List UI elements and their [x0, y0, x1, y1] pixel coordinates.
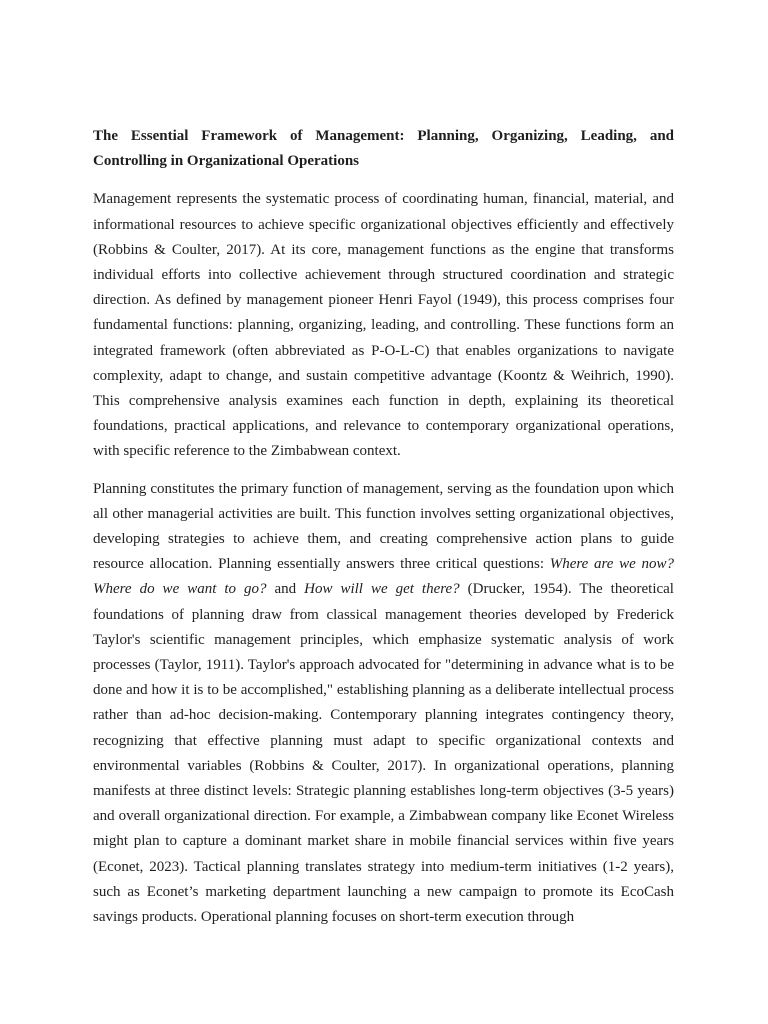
document-page: [93, 124, 674, 942]
document-title: The Essential Framework of Management: Planning, Organizing, Leading, and Controlling in Organizational Operations: [93, 128, 674, 170]
paragraph-planning-italic-questions: Where are we now? Where do we want to go?: [93, 556, 674, 598]
paragraph-planning: [93, 477, 674, 931]
paragraph-introduction: Management represents the systematic process of coordinating human, financial, material, and informational resources to achieve specific organizational objectives efficiently and effectively (Robbins & Coulter, 2017). At its core, management functions as the engine that transforms individual efforts into collective achievement through structured coordination and strategic direction. As defined by management pioneer Henri Fayol (1949), this process comprises four fundamental functions: planning, organizing, leading, and controlling. These functions form an integrated framework (often abbreviated as P-O-L-C) that enables organizations to navigate complexity, adapt to change, and sustain competitive advantage (Koontz & Weihrich, 1990). This comprehensive analysis examines each function in depth, explaining its theoretical foundations, practical applications, and relevance to contemporary organizational operations, with specific reference to the Zimbabwean context.: [93, 191, 674, 460]
paragraph-planning-italic-question-3: How will we get there?: [304, 581, 460, 598]
paragraph-planning-text-3: (Drucker, 1954). The theoretical foundations of planning draw from classical management theories developed by Frederick Taylor's scientific management principles, which emphasize systematic analysis of work processes (Taylor, 1911). Taylor's approach advocated for "determining in advance what is to be done and how it is to be accomplished," establishing planning as a deliberate intellectual process rather than ad-hoc decision-making. Contemporary planning integrates contingency theory, recognizing that effective planning must adapt to specific organizational contexts and environmental variables (Robbins & Coulter, 2017). In organizational operations, planning manifests at three distinct levels: Strategic planning establishes long-term objectives (3-5 years) and overall organizational direction. For example, a Zimbabwean company like Econet Wireless might plan to capture a dominant market share in mobile financial services within five years (Econet, 2023). Tactical planning translates strategy into medium-term initiatives (1-2 years), such as Econet’s marketing department launching a new campaign to promote its EcoCash savings products. Operational planning focuses on short-term execution through: [93, 581, 674, 926]
paragraph-planning-text-1: Planning constitutes the primary function of management, serving as the foundation upon which all other managerial activities are built. This function involves setting organizational objectives, developing strategies to achieve them, and creating comprehensive action plans to guide resource allocation. Planning essentially answers three critical questions:: [93, 480, 674, 573]
paragraph-planning-text-2: and: [266, 581, 305, 598]
